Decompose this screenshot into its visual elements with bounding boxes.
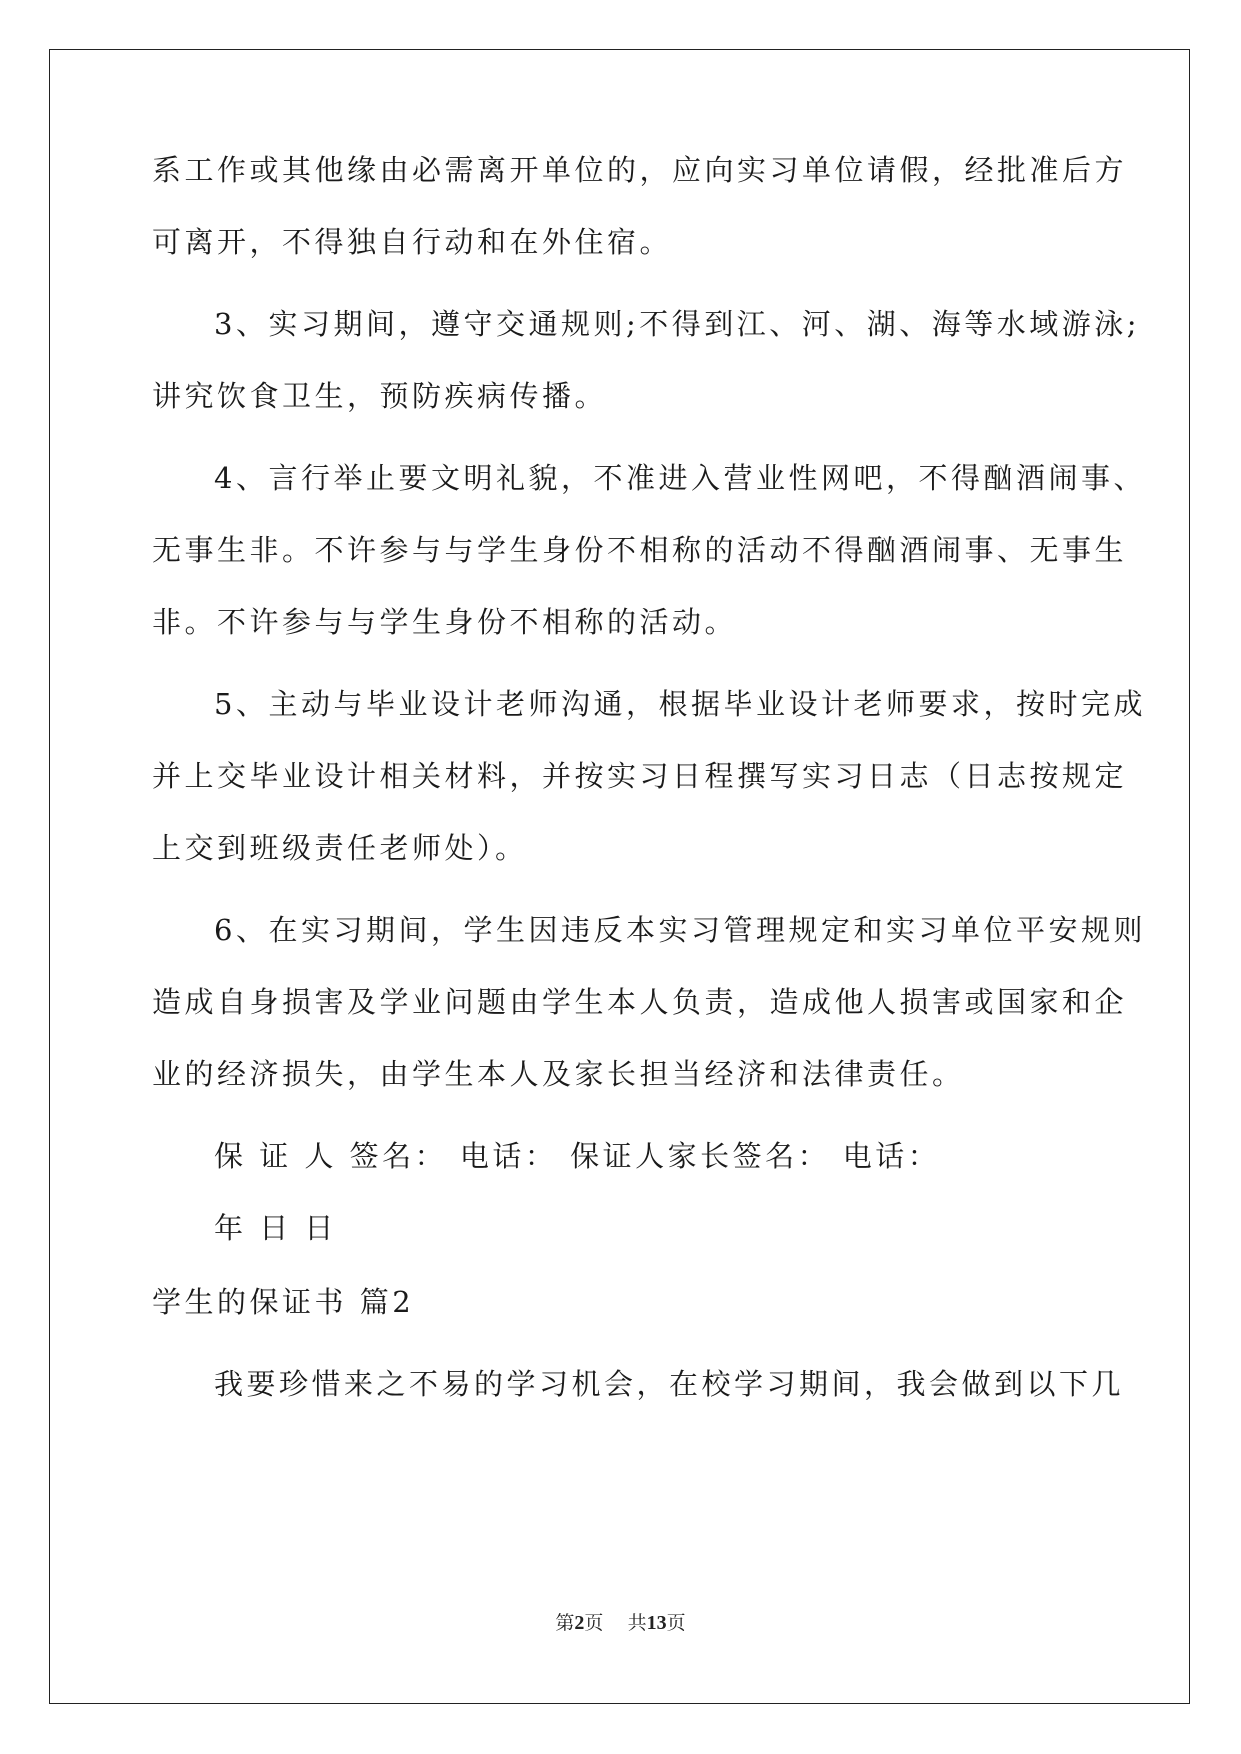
page-footer: [0, 1608, 1241, 1635]
text-line: 并上交毕业设计相关材料，并按实习日程撰写实习日志（日志按规定: [152, 759, 1128, 793]
section-heading: 学生的保证书 篇2: [152, 1285, 415, 1319]
date-line: 年 日 日: [214, 1211, 337, 1245]
text-line: 非。不许参与与学生身份不相称的活动。: [152, 605, 738, 639]
footer-prefix: 第: [555, 1612, 575, 1634]
paragraph-6-start: 6、在实习期间，学生因违反本实习管理规定和实习单位平安规则: [214, 913, 1146, 947]
text-line: 讲究饮食卫生，预防疾病传播。: [152, 379, 608, 413]
text-line: 无事生非。不许参与与学生身份不相称的活动不得酗酒闹事、无事生: [152, 533, 1128, 567]
paragraph-4-start: 4、言行举止要文明礼貌，不准进入营业性网吧，不得酗酒闹事、: [214, 461, 1146, 495]
paragraph-start: 我要珍惜来之不易的学习机会，在校学习期间，我会做到以下几: [214, 1367, 1125, 1401]
footer-total-pages: 13: [646, 1612, 667, 1634]
footer-total-unit: 页: [666, 1612, 686, 1634]
text-line: 可离开，不得独自行动和在外住宿。: [152, 225, 673, 259]
paragraph-3-start: 3、实习期间，遵守交通规则;不得到江、河、湖、海等水域游泳;: [214, 307, 1140, 341]
signature-line: 保 证 人 签名： 电话： 保证人家长签名： 电话：: [214, 1139, 941, 1173]
text-line: 造成自身损害及学业问题由学生本人负责，造成他人损害或国家和企: [152, 985, 1128, 1019]
footer-total-prefix: 共: [627, 1612, 647, 1634]
text-line: 业的经济损失，由学生本人及家长担当经济和法律责任。: [152, 1057, 965, 1091]
footer-page-unit: 页: [584, 1612, 604, 1634]
text-line: 上交到班级责任老师处）。: [152, 831, 528, 865]
page-border: [49, 49, 1190, 1704]
paragraph-5-start: 5、主动与毕业设计老师沟通，根据毕业设计老师要求，按时完成: [214, 687, 1146, 721]
text-line: 系工作或其他缘由必需离开单位的，应向实习单位请假，经批准后方: [152, 153, 1128, 187]
footer-page-number: 2: [574, 1612, 585, 1634]
